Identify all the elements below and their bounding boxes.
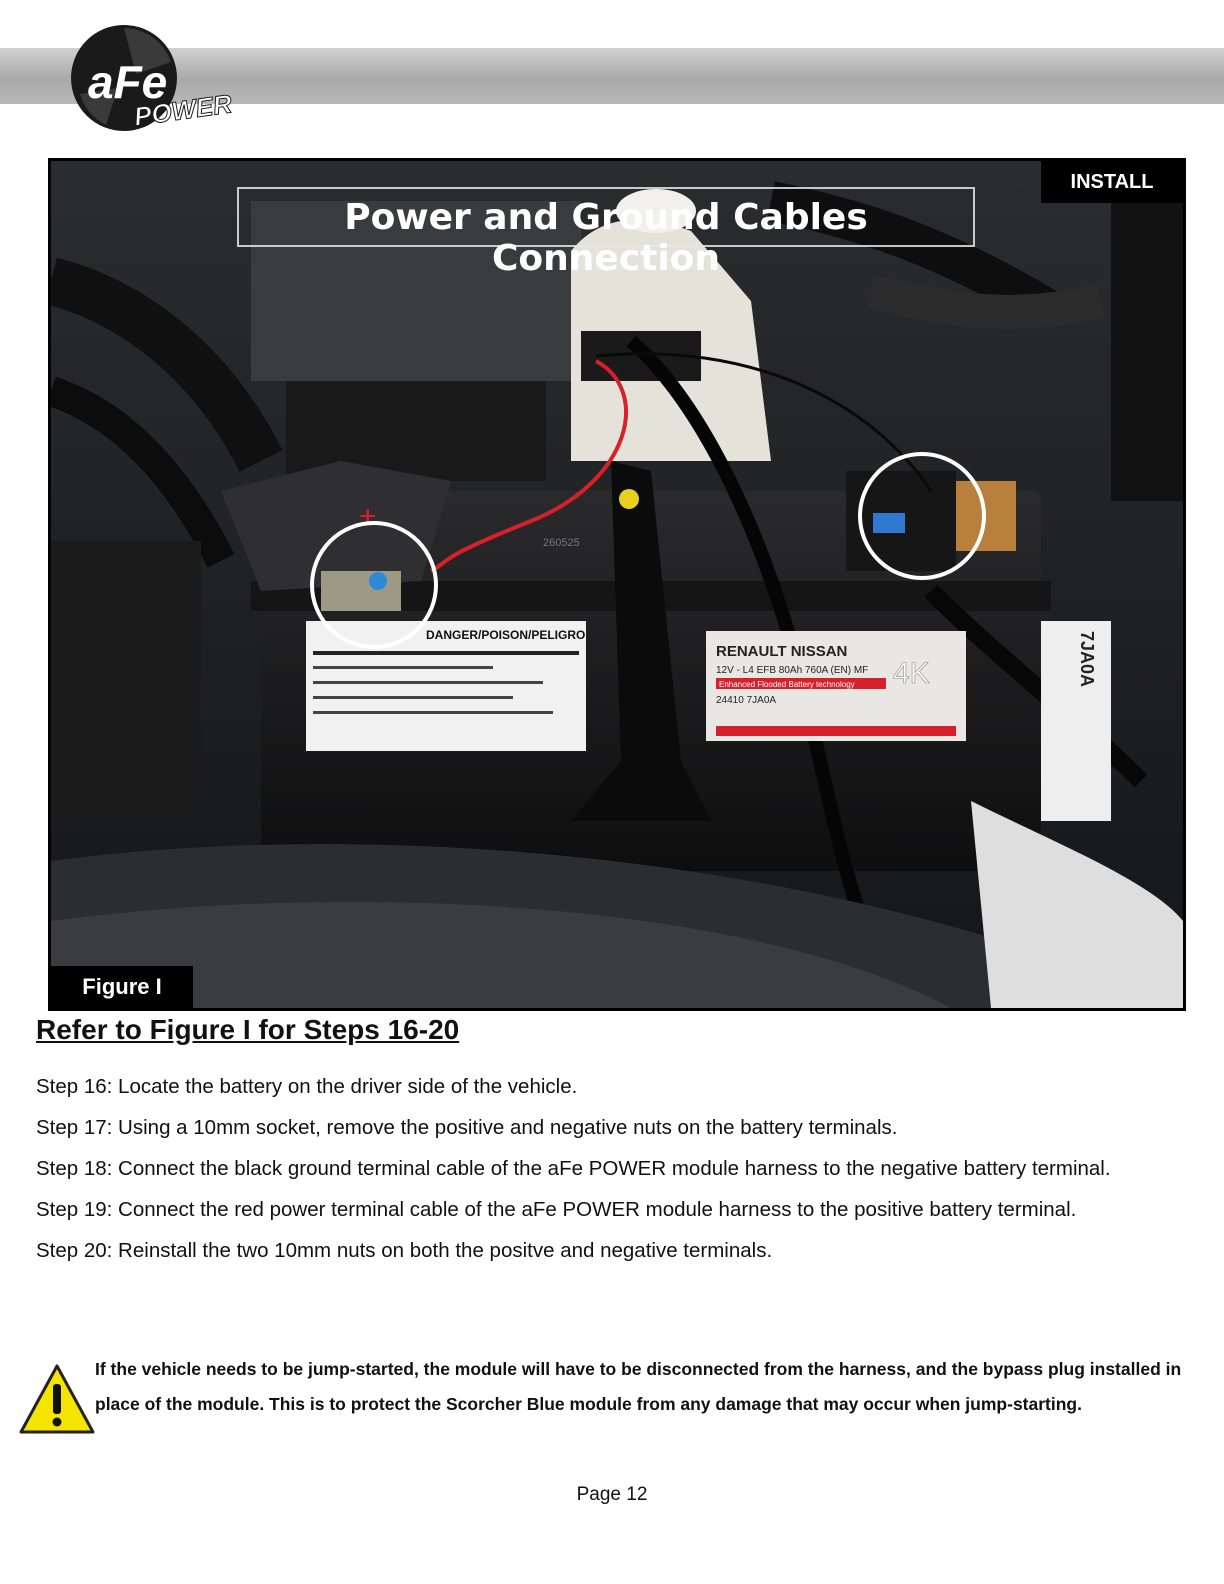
figure-title: Power and Ground Cables Connection (344, 197, 868, 279)
step-20: Step 20: Reinstall the two 10mm nuts on both the positve and negative terminals. (36, 1239, 773, 1262)
side-label: 7JA0A (1077, 631, 1097, 688)
figure-label: Figure I (51, 966, 193, 1008)
figure-photo (48, 158, 1186, 1011)
step-17: Step 17: Using a 10mm socket, remove the positive and negative nuts on the battery terminals. (36, 1116, 898, 1139)
page-number: Page 12 (576, 1484, 648, 1505)
figure-title-box (237, 187, 975, 279)
install-tag: INSTALL (1041, 161, 1183, 203)
battery-tech: Enhanced Flooded Battery technology (719, 680, 855, 689)
warning-icon (18, 1362, 96, 1436)
svg-text:POWER: POWER (132, 88, 234, 132)
engine-bay-illustration (51, 161, 1183, 1008)
battery-brand: RENAULT NISSAN (716, 643, 848, 660)
afe-power-logo (66, 22, 246, 134)
jump-start-warning: If the vehicle needs to be jump-started, the module will have to be disconnected from the harness, and the bypass plug installed in place of the module. This is to protect the Scorcher Blue module from any damage that may occur when jump-starting. (95, 1359, 1182, 1414)
battery-warning-title: DANGER/POISON/PELIGRO (426, 628, 586, 642)
section-heading: Refer to Figure I for Steps 16-20 (36, 1014, 460, 1045)
step-19: Step 19: Connect the red power terminal cable of the aFe POWER module harness to the positive battery terminal. (36, 1198, 1077, 1221)
svg-text:aFe: aFe (88, 56, 168, 108)
battery-spec: 12V - L4 EFB 80Ah 760A (EN) MF (716, 665, 869, 676)
battery-grade: 4K (893, 657, 930, 690)
battery-code: 260525 (543, 537, 580, 549)
step-16: Step 16: Locate the battery on the driver side of the vehicle. (36, 1075, 578, 1098)
step-18: Step 18: Connect the black ground terminal cable of the aFe POWER module harness to the negative battery terminal. (36, 1157, 1111, 1180)
battery-part: 24410 7JA0A (716, 695, 777, 706)
svg-text:+: + (359, 500, 377, 533)
step-list (36, 1066, 1186, 1271)
